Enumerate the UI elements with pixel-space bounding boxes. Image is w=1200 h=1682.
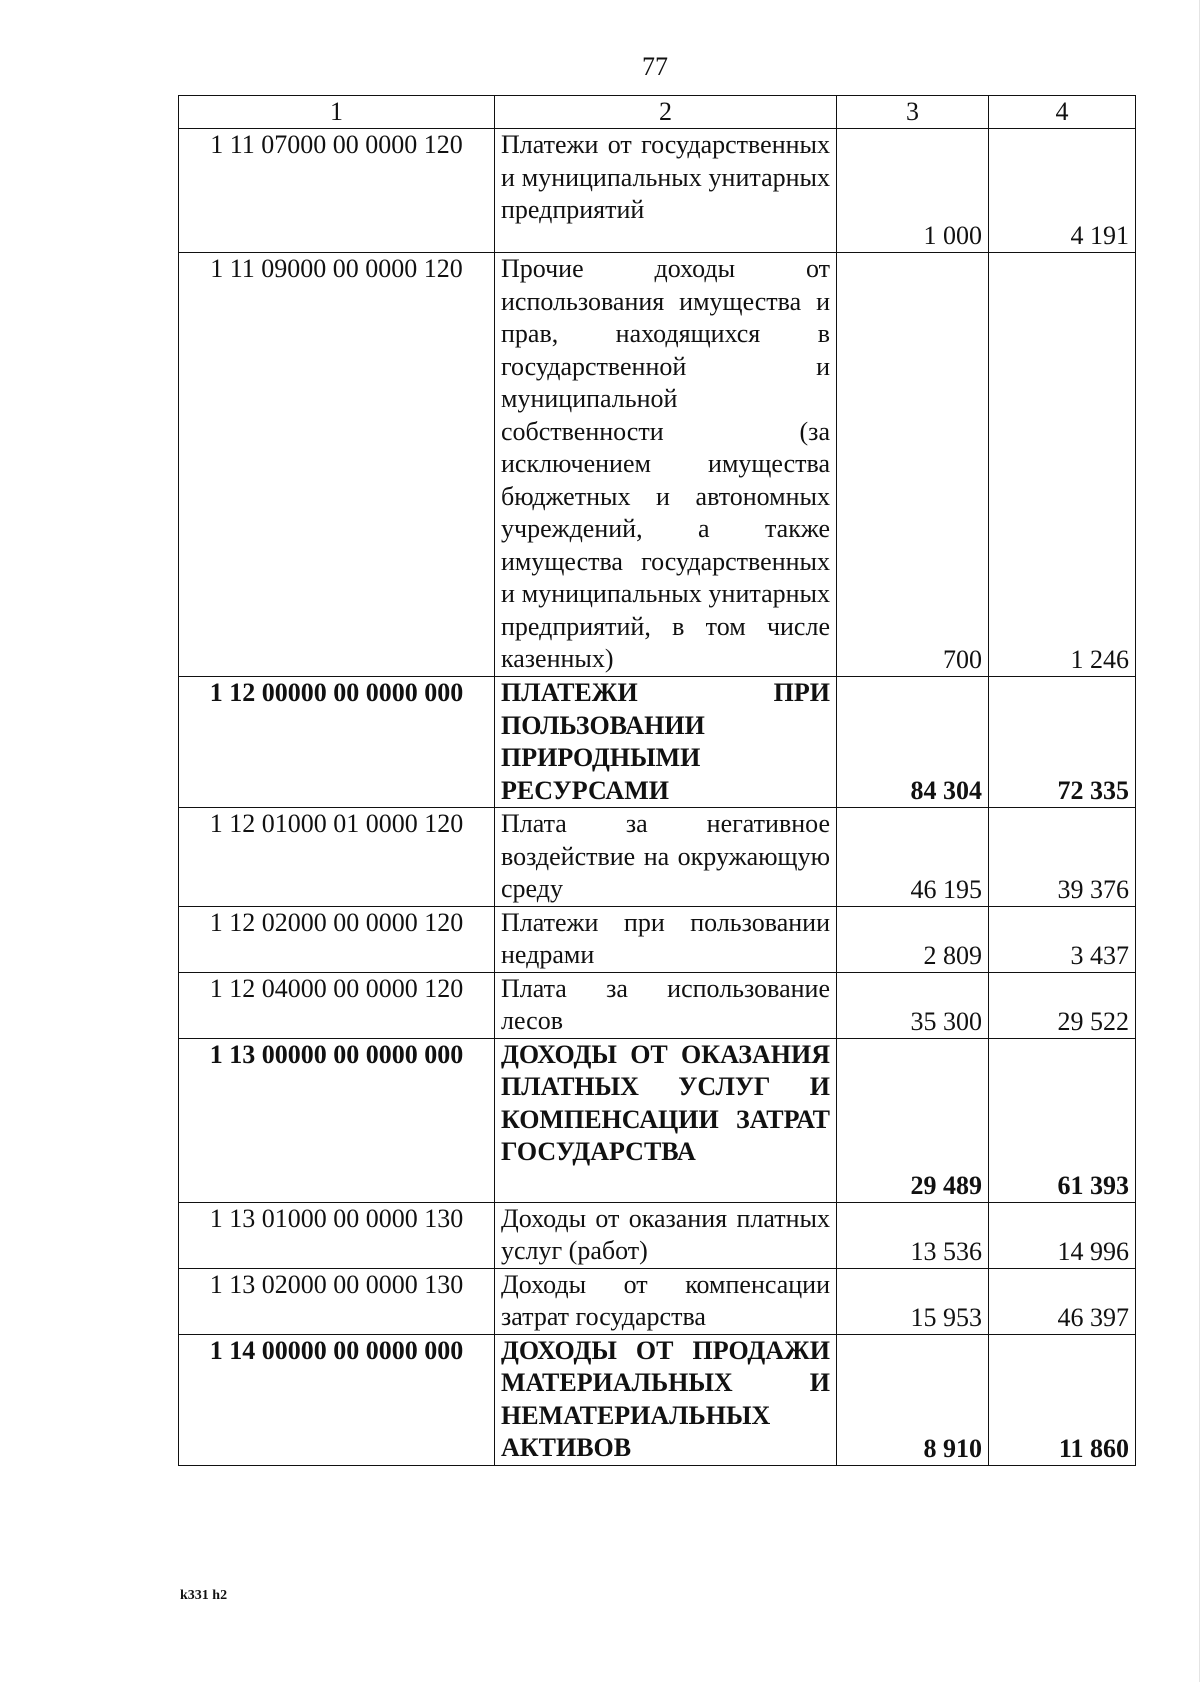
row-value-col4: 72 335 (989, 677, 1136, 808)
row-code: 1 14 00000 00 0000 000 (179, 1334, 495, 1465)
table-row-section (179, 677, 1136, 808)
row-value-col3: 29 489 (837, 1038, 989, 1202)
row-code: 1 13 02000 00 0000 130 (179, 1268, 495, 1334)
row-value-col3: 35 300 (837, 972, 989, 1038)
row-value-col3: 46 195 (837, 808, 989, 907)
row-name: Плата за использование лесов (495, 972, 837, 1038)
table-row-section (179, 1038, 1136, 1202)
header-col-3: 3 (837, 96, 989, 129)
row-value-col3: 700 (837, 253, 989, 677)
table-header-row (179, 96, 1136, 129)
row-name: Доходы от оказания платных услуг (работ) (495, 1202, 837, 1268)
row-code: 1 12 02000 00 0000 120 (179, 906, 495, 972)
row-code: 1 12 01000 01 0000 120 (179, 808, 495, 907)
table-row (179, 906, 1136, 972)
row-value-col4: 14 996 (989, 1202, 1136, 1268)
row-name: ПЛАТЕЖИ ПРИ ПОЛЬЗОВАНИИ ПРИРОДНЫМИ РЕСУРСАМИ (495, 677, 837, 808)
row-name: Доходы от компенсации затрат государства (495, 1268, 837, 1334)
row-value-col4: 3 437 (989, 906, 1136, 972)
row-name: ДОХОДЫ ОТ ПРОДАЖИ МАТЕРИАЛЬНЫХ И НЕМАТЕРИАЛЬНЫХ АКТИВОВ (495, 1334, 837, 1465)
row-value-col3: 84 304 (837, 677, 989, 808)
table-row (179, 253, 1136, 677)
row-code: 1 12 04000 00 0000 120 (179, 972, 495, 1038)
revenue-table (178, 95, 1136, 1466)
row-value-col4: 61 393 (989, 1038, 1136, 1202)
row-code: 1 11 07000 00 0000 120 (179, 129, 495, 253)
table-row (179, 1202, 1136, 1268)
header-col-2: 2 (495, 96, 837, 129)
row-value-col4: 4 191 (989, 129, 1136, 253)
row-code: 1 11 09000 00 0000 120 (179, 253, 495, 677)
row-value-col4: 29 522 (989, 972, 1136, 1038)
table-row (179, 1268, 1136, 1334)
row-value-col4: 46 397 (989, 1268, 1136, 1334)
row-value-col3: 2 809 (837, 906, 989, 972)
row-value-col3: 8 910 (837, 1334, 989, 1465)
row-name: Плата за негативное воздействие на окружающую среду (495, 808, 837, 907)
row-name: Прочие доходы от использования имущества и прав, находящихся в государственной и муниципальной собственности (за исключением имущества бюджетных и автономных учреждений, а также имущества государственных и муниципальных унитарных предприятий, в том числе казенных) (495, 253, 837, 677)
table-row (179, 972, 1136, 1038)
row-name: Платежи от государственных и муниципальных унитарных предприятий (495, 129, 837, 253)
row-code: 1 12 00000 00 0000 000 (179, 677, 495, 808)
row-code: 1 13 00000 00 0000 000 (179, 1038, 495, 1202)
page-number: 77 (642, 52, 668, 81)
row-value-col4: 11 860 (989, 1334, 1136, 1465)
row-value-col3: 13 536 (837, 1202, 989, 1268)
row-value-col4: 1 246 (989, 253, 1136, 677)
row-value-col4: 39 376 (989, 808, 1136, 907)
row-name: ДОХОДЫ ОТ ОКАЗАНИЯ ПЛАТНЫХ УСЛУГ И КОМПЕНСАЦИИ ЗАТРАТ ГОСУДАРСТВА (495, 1038, 837, 1202)
table-row-section (179, 1334, 1136, 1465)
header-col-1: 1 (179, 96, 495, 129)
document-code: k331 h2 (180, 1588, 228, 1603)
row-value-col3: 15 953 (837, 1268, 989, 1334)
header-col-4: 4 (989, 96, 1136, 129)
row-code: 1 13 01000 00 0000 130 (179, 1202, 495, 1268)
row-name: Платежи при пользовании недрами (495, 906, 837, 972)
row-value-col3: 1 000 (837, 129, 989, 253)
table-row (179, 129, 1136, 253)
table-row (179, 808, 1136, 907)
